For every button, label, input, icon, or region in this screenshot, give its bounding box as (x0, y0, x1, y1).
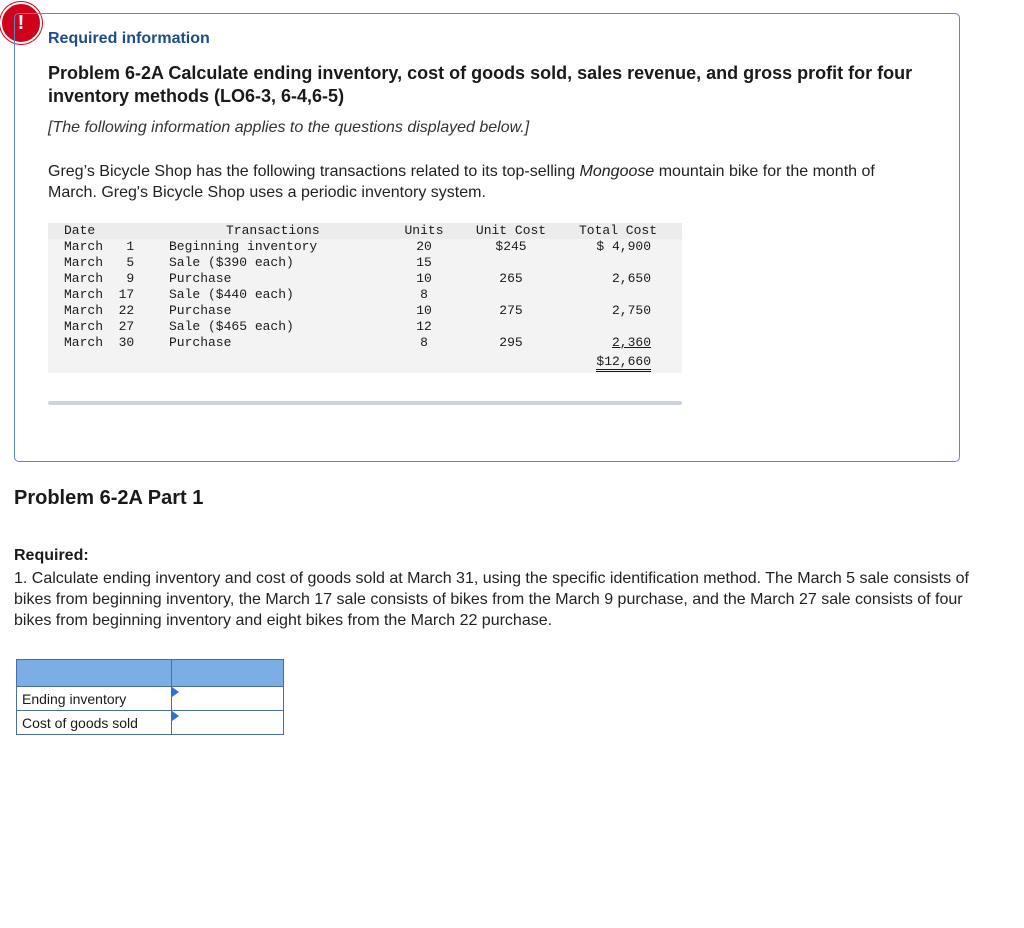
answer-table (16, 659, 284, 735)
answer-header-value-cell (172, 660, 284, 687)
required-text: 1. Calculate ending inventory and cost of goods sold at March 31, using the specific identification method. The March 5 sale consists of bikes from beginning inventory, the March 17 sale consists of bikes from the March 9 purchase, and the March 27 sale consists of four bikes from beginning inventory and eight bikes from the March 22 purchase. (14, 570, 969, 629)
row-total-cost: $ 4,900 (596, 239, 651, 254)
alert-icon: ! (0, 2, 42, 44)
row-unit-cost: $245 (495, 239, 527, 254)
row-date: March 30 (64, 335, 135, 350)
row-total-cost: 2,650 (611, 271, 651, 286)
grand-total: $12,660 (596, 354, 651, 372)
row-date: March 17 (64, 287, 135, 302)
row-units: 10 (416, 303, 432, 318)
row-units: 12 (416, 319, 432, 334)
row-date: March 22 (64, 303, 135, 318)
row-description: Sale ($390 each) (169, 255, 294, 270)
problem-title: Problem 6-2A Calculate ending inventory, cost of goods sold, sales revenue, and gross profit for four inventory methods (LO6-3, 6-4,6-5) (48, 63, 913, 106)
row-unit-cost: 295 (499, 335, 523, 350)
required-information-heading: Required information (48, 30, 210, 47)
table-row (48, 303, 682, 319)
cell-marker-icon (172, 687, 179, 697)
table-row (48, 335, 682, 351)
row-total-cost: 2,360 (611, 335, 651, 350)
answer-header-label-cell (17, 660, 172, 687)
row-units: 8 (420, 287, 428, 302)
grand-total-row (48, 351, 682, 373)
row-description: Sale ($465 each) (169, 319, 294, 334)
table-row (48, 271, 682, 287)
ending-inventory-label: Ending inventory (17, 687, 172, 711)
part-title: Problem 6-2A Part 1 (14, 487, 204, 509)
transactions-table (48, 223, 682, 373)
intro-paragraph (48, 161, 928, 203)
row-description: Purchase (169, 271, 232, 286)
intro-brand: Mongoose (579, 163, 655, 180)
ending-inventory-cell (172, 687, 284, 711)
answer-header-row (17, 660, 284, 687)
row-unit-cost: 275 (499, 303, 523, 318)
table-row (48, 239, 682, 255)
table-row (48, 287, 682, 303)
row-date: March 5 (64, 255, 135, 270)
header-units: Units (404, 223, 444, 238)
row-units: 8 (420, 335, 428, 350)
table-row (48, 319, 682, 335)
required-label: Required: (14, 547, 89, 564)
cost-of-goods-sold-cell (172, 711, 284, 735)
header-transactions: Transactions (226, 223, 320, 238)
row-unit-cost: 265 (499, 271, 523, 286)
cost-of-goods-sold-label: Cost of goods sold (17, 711, 172, 735)
row-units: 10 (416, 271, 432, 286)
row-date: March 27 (64, 319, 135, 334)
answer-row (17, 711, 284, 735)
row-total-cost: 2,750 (611, 303, 651, 318)
row-date: March 1 (64, 239, 135, 254)
cost-of-goods-sold-input[interactable] (172, 711, 283, 734)
row-units: 20 (416, 239, 432, 254)
answer-row (17, 687, 284, 711)
header-date: Date (64, 223, 96, 238)
header-unit-cost: Unit Cost (475, 223, 547, 238)
table-row (48, 255, 682, 271)
intro-text-1: Greg’s Bicycle Shop has the following transactions related to its top-selling (48, 163, 580, 180)
grand-total-wrap (570, 354, 651, 370)
row-description: Purchase (169, 303, 232, 318)
transactions-header-row (48, 223, 682, 239)
table-scrollbar[interactable] (48, 401, 682, 405)
row-date: March 9 (64, 271, 135, 286)
row-description: Purchase (169, 335, 232, 350)
row-description: Beginning inventory (169, 239, 318, 254)
intro-text-2: mountain bike for the month of March. Greg's Bicycle Shop uses a periodic inventory system. (48, 163, 875, 201)
cell-marker-icon (172, 711, 179, 721)
applies-note: [The following information applies to the questions displayed below.] (48, 119, 530, 136)
ending-inventory-input[interactable] (172, 687, 283, 710)
header-total-cost: Total Cost (578, 223, 657, 238)
row-units: 15 (416, 255, 432, 270)
row-description: Sale ($440 each) (169, 287, 294, 302)
